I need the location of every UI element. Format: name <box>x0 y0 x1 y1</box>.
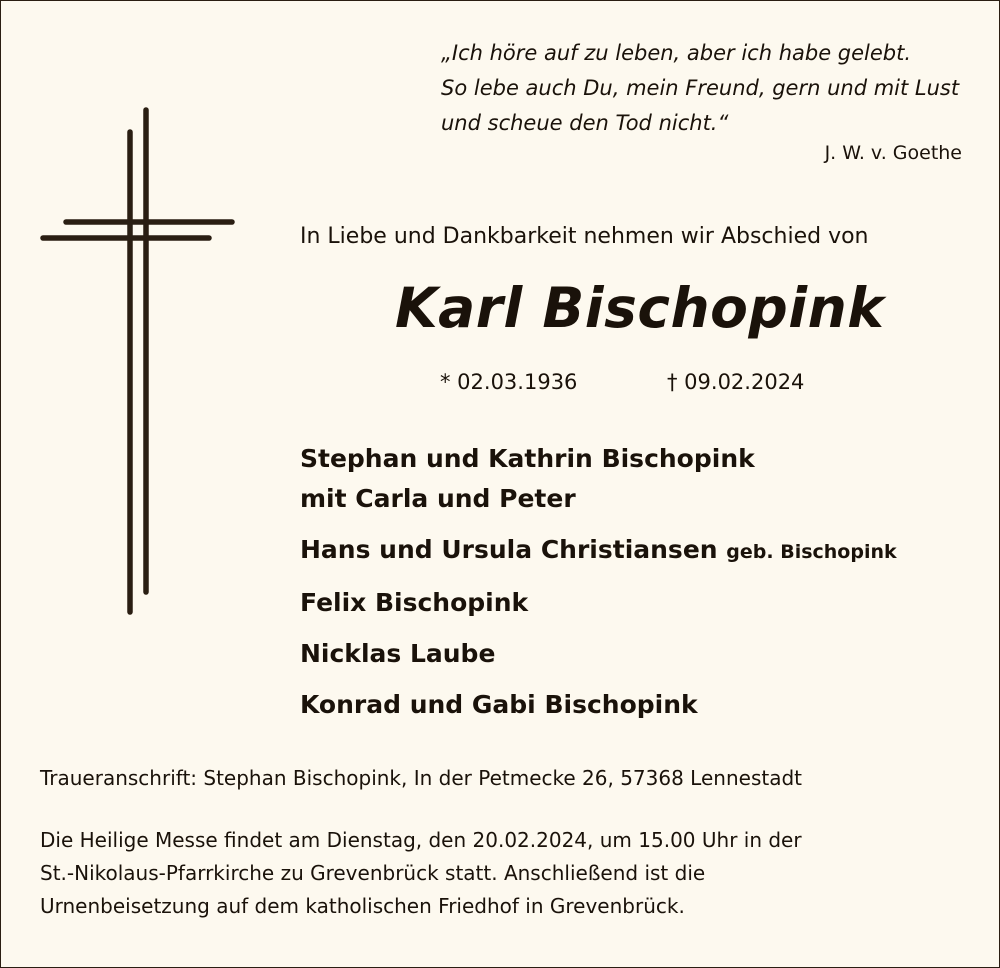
mourner-name: Konrad und Gabi Bischopink <box>300 690 698 719</box>
death-date: † 09.02.2024 <box>667 370 805 394</box>
birth-date: * 02.03.1936 <box>440 370 578 394</box>
deceased-name: Karl Bischopink <box>395 276 885 340</box>
funeral-service-info <box>40 824 960 923</box>
quote-line: So lebe auch Du, mein Freund, gern und mit Lust <box>441 76 960 100</box>
goethe-quote <box>441 36 971 141</box>
farewell-intro: In Liebe und Dankbarkeit nehmen wir Abschied von <box>300 224 869 249</box>
service-line: Die Heilige Messe findet am Dienstag, den 20.02.2024, um 15.00 Uhr in der <box>40 828 802 852</box>
mourner-name: Felix Bischopink <box>300 588 529 617</box>
service-line: St.-Nikolaus-Pfarrkirche zu Grevenbrück statt. Anschließend ist die <box>40 861 706 885</box>
mourner-maiden-name: geb. Bischopink <box>726 541 897 563</box>
mourner-entry <box>300 531 960 571</box>
mourner-name: mit Carla und Peter <box>300 484 576 513</box>
mourning-address: Traueranschrift: Stephan Bischopink, In der Petmecke 26, 57368 Lennestadt <box>40 766 802 790</box>
mourner-entry <box>300 635 960 673</box>
mourner-name: Nicklas Laube <box>300 639 496 668</box>
mourner-entry <box>300 584 960 622</box>
quote-author: J. W. v. Goethe <box>824 142 962 164</box>
mourner-name: Stephan und Kathrin Bischopink <box>300 444 755 473</box>
service-line: Urnenbeisetzung auf dem katholischen Friedhof in Grevenbrück. <box>40 894 685 918</box>
mourner-entry <box>300 686 960 724</box>
mourner-entry <box>300 480 960 518</box>
mourners-list <box>300 440 960 737</box>
mourner-name: Hans und Ursula Christiansen <box>300 535 718 564</box>
quote-line: „Ich höre auf zu leben, aber ich habe gelebt. <box>441 41 912 65</box>
mourner-entry <box>300 440 960 478</box>
cross-icon <box>38 106 238 618</box>
quote-line: und scheue den Tod nicht.“ <box>441 111 729 135</box>
